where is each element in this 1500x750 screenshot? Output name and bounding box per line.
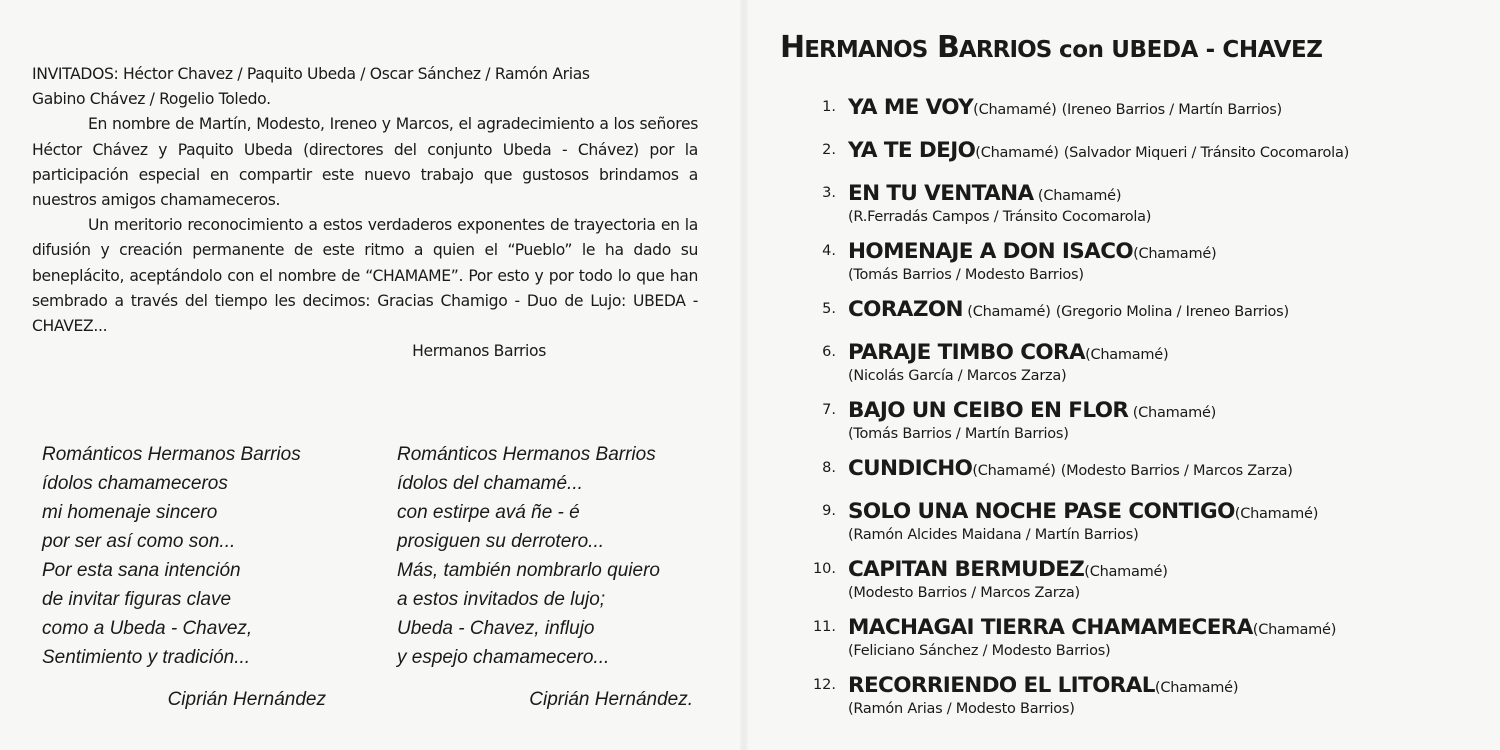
poem-line: y espejo chamamecero... [397, 647, 610, 668]
track-genre: (Chamamé) [1128, 405, 1217, 421]
track-body [848, 92, 1490, 126]
track-credits: (Ramón Arias / Modesto Barrios) [848, 701, 1075, 717]
poem-left [42, 440, 342, 714]
track-body [848, 670, 1490, 719]
track-number: 9. [822, 503, 836, 519]
title-part: con [1051, 37, 1112, 63]
track-credits: (Ireneo Barrios / Martín Barrios) [1061, 102, 1282, 118]
track-credits: (R.Ferradás Campos / Tránsito Cocomarola) [848, 209, 1152, 225]
track-title: YA ME VOY [848, 95, 974, 120]
title-part: B [927, 30, 959, 65]
track-item [790, 670, 1490, 719]
signature: Hermanos Barrios [412, 342, 546, 361]
poem-line: Más, también nombrarlo quiero [397, 560, 660, 581]
track-number: 3. [822, 185, 836, 201]
poem-line: Románticos Hermanos Barrios [42, 444, 301, 465]
track-body [848, 395, 1490, 444]
guests-line-1: INVITADOS: Héctor Chavez / Paquito Ubeda / Oscar Sánchez / Ramón Arias [32, 65, 590, 83]
right-page [748, 0, 1500, 750]
track-number: 7. [822, 402, 836, 418]
poem-line: a estos invitados de lujo; [397, 589, 606, 610]
track-first-line [848, 135, 1490, 169]
track-item [790, 395, 1490, 444]
track-title: RECORRIENDO EL LITORAL [848, 673, 1155, 698]
thanks-paragraph: En nombre de Martín, Modesto, Ireneo y Marcos, el agradecimiento a los señores Héctor Chávez y Paquito Ubeda (directores del conjunto Ubeda - Chávez) por la participación especial en compartir este nuevo trabajo que gustosos brindamos a nuestros amigos chamameceros. [32, 115, 698, 210]
track-body [848, 236, 1490, 285]
track-first-line [848, 670, 1490, 704]
track-body [848, 496, 1490, 545]
track-number: 11. [812, 619, 836, 635]
track-first-line [848, 496, 1490, 530]
poem-line: Románticos Hermanos Barrios [397, 444, 656, 465]
track-genre: (Chamamé) [962, 304, 1051, 320]
poem-line: como a Ubeda - Chavez, [42, 618, 253, 639]
track-title: MACHAGAI TIERRA CHAMAMECERA [848, 615, 1253, 640]
track-first-line [848, 236, 1490, 270]
track-item [790, 496, 1490, 545]
track-credits: (Modesto Barrios / Marcos Zarza) [848, 585, 1080, 601]
track-number: 1. [822, 99, 836, 115]
track-first-line [848, 337, 1490, 371]
track-item [790, 294, 1490, 328]
track-genre: (Chamamé) [1252, 622, 1337, 638]
track-first-line [848, 453, 1490, 487]
track-number: 12. [812, 677, 836, 693]
tribute-paragraph: Un meritorio reconocimiento a estos verdaderos exponentes de trayectoria en la difusión y creación permanente de este ritmo a quien el “Pueblo” le ha dado su beneplácito, aceptándolo con el nombre de “CHAMAME”. Por esto y por todo lo que han sembrado a través del tiempo les decimos: Gracias Chamigo - Duo de Lujo: UBEDA - CHAVEZ... [32, 216, 698, 336]
poem-author: Ciprián Hernández. [529, 689, 693, 710]
track-credits: (Tomás Barrios / Modesto Barrios) [848, 267, 1084, 283]
guests-line-2: Gabino Chávez / Rogelio Toledo. [32, 90, 271, 109]
track-body [848, 337, 1490, 386]
track-first-line [848, 554, 1490, 588]
track-title: CUNDICHO [848, 456, 973, 481]
poem-line: por ser así como son... [42, 531, 236, 552]
track-item [790, 453, 1490, 487]
title-part: ERMANOS [804, 37, 928, 63]
poem-line: ídolos del chamamé... [397, 473, 583, 494]
track-first-line [848, 294, 1490, 328]
track-genre: (Chamamé) [1033, 188, 1122, 204]
track-genre: (Chamamé) [973, 102, 1057, 118]
poem-line: Sentimiento y tradición... [42, 647, 251, 668]
track-item [790, 236, 1490, 285]
track-item [790, 612, 1490, 661]
track-title: SOLO UNA NOCHE PASE CONTIGO [848, 499, 1235, 524]
track-first-line [848, 92, 1490, 126]
track-first-line [848, 612, 1490, 646]
title-part: UBEDA - CHAVEZ [1111, 37, 1323, 63]
poem-author: Ciprián Hernández [167, 689, 326, 710]
title-part: H [780, 30, 805, 65]
track-credits: (Gregorio Molina / Ireneo Barrios) [1055, 304, 1289, 320]
track-list [790, 92, 1490, 728]
track-body [848, 453, 1490, 487]
poem-line: ídolos chamameceros [42, 473, 228, 494]
track-genre: (Chamamé) [1085, 347, 1169, 363]
track-first-line [848, 395, 1490, 429]
track-genre: (Chamamé) [1154, 680, 1239, 696]
track-genre: (Chamamé) [972, 463, 1056, 479]
track-title: PARAJE TIMBO CORA [848, 340, 1086, 365]
track-item [790, 337, 1490, 386]
liner-notes [32, 62, 698, 364]
track-number: 5. [822, 301, 836, 317]
track-credits: (Ramón Alcides Maidana / Martín Barrios) [848, 527, 1139, 543]
track-title: BAJO UN CEIBO EN FLOR [848, 398, 1129, 423]
track-item [790, 178, 1490, 227]
track-genre: (Chamamé) [1133, 246, 1217, 262]
track-number: 10. [812, 561, 836, 577]
track-body [848, 294, 1490, 328]
booklet-fold [740, 0, 748, 750]
track-credits: (Tomás Barrios / Martín Barrios) [848, 426, 1069, 442]
track-title: EN TU VENTANA [848, 181, 1034, 206]
title-part: ARRIOS [958, 37, 1052, 63]
track-number: 4. [822, 243, 836, 259]
poem-right [397, 440, 697, 714]
track-credits: (Feliciano Sánchez / Modesto Barrios) [848, 643, 1111, 659]
track-title: YA TE DEJO [848, 138, 976, 163]
track-genre: (Chamamé) [1084, 564, 1168, 580]
track-item [790, 135, 1490, 169]
track-credits: (Salvador Miqueri / Tránsito Cocomarola) [1063, 145, 1350, 161]
track-number: 2. [822, 142, 836, 158]
track-body [848, 135, 1490, 169]
track-genre: (Chamamé) [1234, 506, 1319, 522]
track-body [848, 554, 1490, 603]
track-number: 6. [822, 344, 836, 360]
poem-line: mi homenaje sincero [42, 502, 218, 523]
track-body [848, 612, 1490, 661]
album-title [780, 30, 1323, 65]
track-number: 8. [822, 460, 836, 476]
track-credits: (Nicolás García / Marcos Zarza) [848, 368, 1067, 384]
poem-line: de invitar figuras clave [42, 589, 232, 610]
track-item [790, 554, 1490, 603]
poem-line: Por esta sana intención [42, 560, 241, 581]
poem-line: Ubeda - Chavez, influjo [397, 618, 595, 639]
track-first-line [848, 178, 1490, 212]
track-title: CORAZON [848, 297, 963, 322]
track-genre: (Chamamé) [975, 145, 1059, 161]
poem-line: prosiguen su derrotero... [397, 531, 605, 552]
left-page [0, 0, 740, 750]
track-title: HOMENAJE A DON ISACO [848, 239, 1134, 264]
track-credits: (Modesto Barrios / Marcos Zarza) [1060, 463, 1293, 479]
track-title: CAPITAN BERMUDEZ [848, 557, 1085, 582]
poem-line: con estirpe avá ñe - é [397, 502, 580, 523]
track-item [790, 92, 1490, 126]
track-body [848, 178, 1490, 227]
